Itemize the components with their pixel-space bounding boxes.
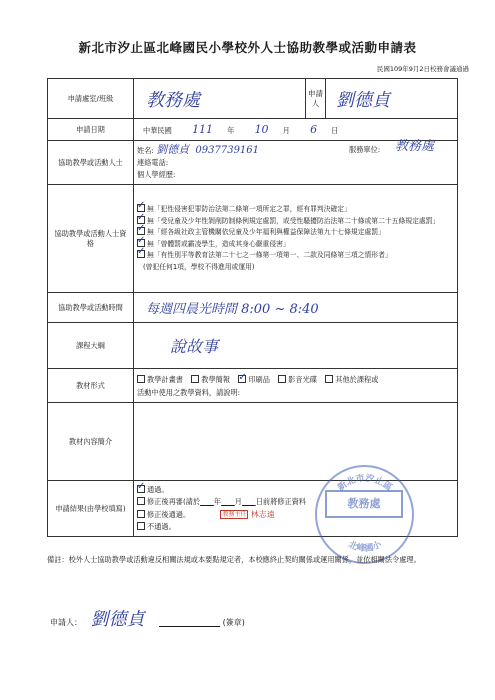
footnote: 備註：校外人士協助教學或活動違反相關法規或本要點規定者，本校應終止契約關係或運用關係，並依相關法令處理。 <box>47 555 421 564</box>
dept-row <box>48 79 458 119</box>
approval-stamp-name: 林志遠 <box>250 509 275 519</box>
person-info: 姓名: 劉德貞 0937739161 服務單位: 教務處 連絡電話: 個人學經歷: <box>134 141 458 185</box>
format-options: 教學計畫書 教學簡報 ✓ 印刷品 影音光碟 其他於課程或 活動中使用之教學資料，請說明: <box>134 369 458 403</box>
applicant-signature[interactable]: 劉德貞 <box>90 609 145 630</box>
qual-footnote: (曾犯任何1項，學校不得進用或運用) <box>143 262 255 271</box>
format-option-other[interactable]: 其他於課程或 <box>325 375 378 384</box>
checkbox-icon[interactable] <box>137 375 145 383</box>
person-name[interactable]: 劉德貞 <box>156 143 190 156</box>
checkbox-icon[interactable] <box>278 375 286 383</box>
time-label: 協助教學或活動時間 <box>48 293 134 323</box>
format-label: 教材形式 <box>48 369 134 403</box>
format-option-print[interactable]: ✓ 印刷品 <box>238 375 270 384</box>
format-option-plan[interactable]: 教學計畫書 <box>137 375 183 384</box>
person-label: 協助教學或活動人士 <box>48 141 134 185</box>
checkbox-icon[interactable] <box>137 510 145 518</box>
applicant-label: 申請人 <box>306 79 326 119</box>
outline-row <box>48 323 458 369</box>
qual-item-2[interactable]: ✓無「受兒童及少年性剝削防制條例規定處罰，或受性騷擾防治法第二十條或第二十五條規定處罰」 <box>137 216 454 228</box>
seal-bottom-text: 北峰國小 <box>346 539 384 555</box>
checkbox-icon[interactable] <box>325 375 333 383</box>
outline-label: 課程大綱 <box>48 323 134 369</box>
qualification-list <box>134 185 458 293</box>
checkbox-icon[interactable] <box>137 497 145 505</box>
person-phone[interactable]: 0937739161 <box>195 145 260 156</box>
qual-item-5[interactable]: ✓無「有性別平等教育法第二十七之一條第一項第一、二款及同條第三項之情形者」 <box>137 250 454 262</box>
applicant-value[interactable]: 劉德貞 <box>326 79 458 119</box>
format-option-av[interactable]: 影音光碟 <box>278 375 317 384</box>
meeting-approval-note: 民國109年9月2日校務會議通過 <box>376 65 469 73</box>
result-option-reject[interactable]: 不通過。 <box>137 521 454 534</box>
date-month[interactable]: 10 <box>254 123 269 136</box>
checkbox-icon[interactable] <box>191 375 199 383</box>
date-row <box>48 119 458 141</box>
checkbox-icon[interactable] <box>238 375 246 383</box>
qual-item-4[interactable]: ✓無「曾體罰或霸凌學生，造成其身心嚴重侵害」 <box>137 239 454 251</box>
result-option-resubmit[interactable]: 修正後再審(請於 年 月 日前將修正資料 <box>137 496 454 509</box>
date-field[interactable]: 中華民國 111 年 10 月 6 日 <box>134 119 458 141</box>
person-unit[interactable]: 教務處 <box>395 139 435 154</box>
content-label: 教材內容簡介 <box>48 403 134 481</box>
qualification-label: 協助教學或活動人士資格 <box>48 185 134 293</box>
qualification-row <box>48 185 458 293</box>
qual-item-1[interactable]: ✓無「犯性侵害犯罪防治法第二條第一項所定之罪，經有罪判決確定」 <box>137 204 454 216</box>
office-seal: 教務處 <box>325 490 403 518</box>
result-label: 申請結果(由學校填寫) <box>48 481 134 537</box>
result-option-pass-after-fix[interactable]: 修正後通過。 教務主任 林志遠 <box>137 509 454 522</box>
person-row <box>48 141 458 185</box>
approval-stamp-title: 教務主任 <box>222 511 247 518</box>
date-day[interactable]: 6 <box>310 123 318 136</box>
qual-item-3[interactable]: ✓無「經各級社政主管機關依兒童及少年福利與權益保障法第九十七條規定處罰」 <box>137 227 454 239</box>
result-option-pass[interactable]: ✓通過。 <box>137 484 454 497</box>
checkbox-icon[interactable] <box>137 250 145 258</box>
date-label: 申請日期 <box>48 119 134 141</box>
dept-value[interactable]: 教務處 <box>134 79 306 119</box>
dept-label: 申請處室/班級 <box>48 79 134 119</box>
checkbox-icon[interactable] <box>137 522 145 530</box>
applicant-signature-line: 申請人： 劉德貞 (簽章) <box>50 609 245 630</box>
time-value[interactable]: 每週四晨光時間 8:00 ~ 8:40 <box>134 293 458 323</box>
checkbox-icon[interactable] <box>137 485 145 493</box>
format-option-slides[interactable]: 教學簡報 <box>191 375 230 384</box>
seal-top-text: 新北市汐止區 <box>336 473 394 494</box>
time-row <box>48 293 458 323</box>
date-year[interactable]: 111 <box>192 123 214 136</box>
format-row <box>48 369 458 403</box>
form-title: 新北市汐止區北峰國民小學校外人士協助教學或活動申請表 <box>78 40 417 55</box>
outline-value[interactable]: 說故事 <box>134 323 458 369</box>
